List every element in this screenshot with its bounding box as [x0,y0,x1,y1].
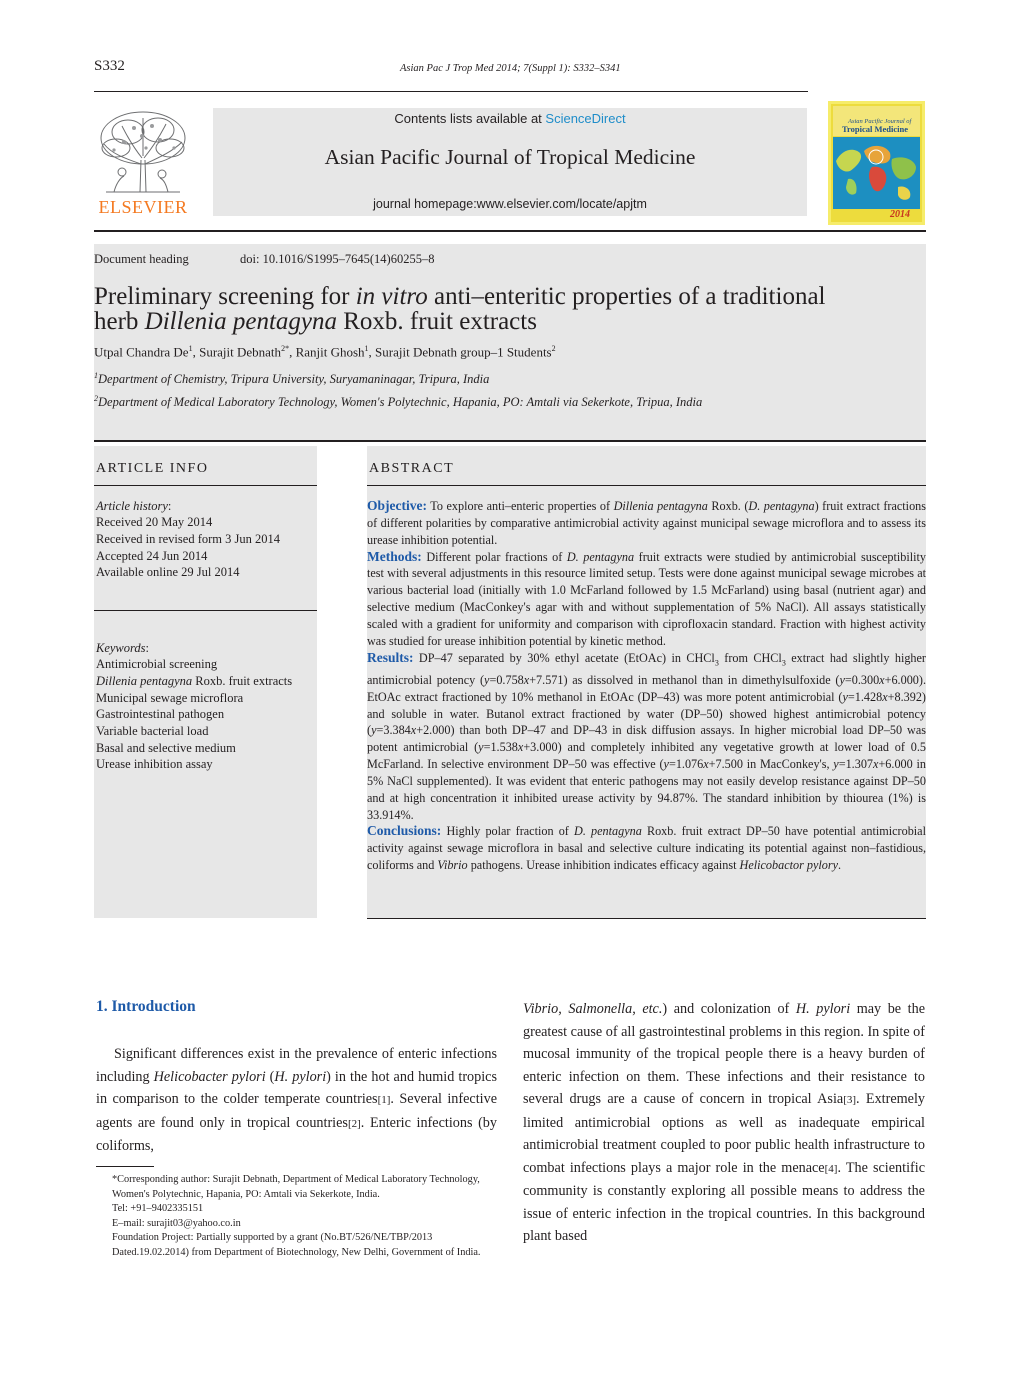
info-divider [94,485,317,486]
funding-note: Foundation Project: Partially supported by a grant (No.BT/526/NE/TBP/2013 Dated.19.02.2014) from Department of Biotechnology, New Delhi, Government of India. [112,1232,481,1258]
footnotes [96,1173,497,1261]
keyword-item: Municipal sewage microflora [96,691,244,705]
column-gutter [317,446,367,918]
keyword-item: Antimicrobial screening [96,657,218,671]
abstract-conclusions: Conclusions: Highly polar fraction of D. pentagyna Roxb. fruit extract DP–50 have potential antimicrobial activity against sewage microflora in basal and selective culture indicating its potential against non–fastidious, coliforms and Vibrio pathogens. Urease inhibition indicates efficacy against Helicobactor pylory. [367,823,926,873]
abstract-objective: Objective: To explore anti–enteric properties of Dillenia pentagyna Roxb. (D. pentagyna) fruit extract fractions of different polarities by comparative antimicrobial activity against municipal sewage microflora and to assess its urease inhibition potential. [367,498,927,547]
info-divider-2 [94,610,317,611]
keyword-item: Basal and selective medium [96,741,236,755]
article-title: Preliminary screening for in vitro anti–enteritic properties of a traditional herb Dillenia pentagyna Roxb. fruit extracts [94,283,826,335]
citation[interactable]: [3] [843,1094,857,1106]
header-divider [94,91,808,92]
abstract-body [367,498,926,874]
cover-year: 2014 [890,209,910,220]
corresponding-author-note: *Corresponding author: Surajit Debnath, Department of Medical Laboratory Technology, Women's Polytechnic, Hapania, PO: Amtali via Sekerkote, India. [112,1174,480,1200]
keyword-item: Variable bacterial load [96,724,209,738]
masthead-divider [94,230,926,232]
intro-column-2: Vibrio, Salmonella, etc.) and colonization of H. pylori may be the greatest cause of all gastrointestinal problems in this region. In spite of mucosal immunity of the tropical people there is a heavy burden of enteric infection on them. These infections and their resistance to several drugs are a cause of concern in tropical Asia[3]. Extremely limited antimicrobial options as well as inadequate empirical antimicrobial treatment coupled to poor public health infrastructure to combat infections plays a major role in the menace[4]. The scientific community is constantly exploring all possible means to address the issue of enteric infection in the tropical countries. In this background plant based [523,1001,926,1244]
page-number: S332 [94,58,125,74]
title-divider [94,440,926,442]
abstract-heading: ABSTRACT [369,461,455,476]
elsevier-tree-icon [94,108,192,196]
abstract-methods: Methods: Different polar fractions of D. pentagyna fruit extracts were studied by antimicrobial susceptibility test with several adjustments in this resource limited setup. Tests were done against municipal sewage microbes at various bacterial load (initially with 1.0 McFarland followed by 1.5 McFarland) using basal (nutrient agar) and selective medium (MacConkey's agar with and without supplementation of 5% NaCl). All assays statistically scaled with a gradient for uniformity and comparison with ciprofloxacin standard. Fraction with highest activity was studied for urease inhibition potential by kinetic method. [367,548,926,648]
history-revised: Received in revised form 3 Jun 2014 [96,532,280,546]
title-band [94,244,926,440]
keyword-item: Gastrointestinal pathogen [96,707,225,721]
affiliation-1: $^1$Department of Chemistry, Tripura University, Suryamaninagar, Tripura, India [94,371,490,387]
abstract-divider [367,485,926,486]
citation[interactable]: [4] [824,1162,838,1175]
abstract-bottom-divider [367,918,926,919]
article-info-heading: ARTICLE INFO [96,461,209,476]
affiliation-2: $^2$Department of Medical Laboratory Technology, Women's Polytechnic, Hapania, PO: Amtali via Sekerkote, Tripua, India [94,394,703,410]
contents-prefix: Contents lists available at [394,111,546,126]
author-list: Utpal Chandra De$^1$, Surajit Debnath$^{2*}$, Ranjit Ghosh$^1$, Surajit Debnath group–1 Students$^2$ [94,344,556,360]
telephone-note: Tel: +91–9402335151 [112,1203,204,1215]
journal-cover [828,101,925,225]
email-note[interactable]: E–mail: surajit03@yahoo.co.in [112,1217,241,1229]
running-head: Asian Pac J Trop Med 2014; 7(Suppl 1): S332–S341 [400,63,621,74]
history-received: Received 20 May 2014 [96,515,213,529]
cover-title-line1: Asian Pacific Journal of [848,118,912,125]
contents-line [213,111,807,126]
footnote-divider [96,1166,154,1167]
sciencedirect-link[interactable]: ScienceDirect [545,111,626,126]
citation[interactable]: [2] [347,1117,361,1130]
history-accepted: Accepted 24 Jun 2014 [96,549,208,563]
cover-title-line2: Tropical Medicine [842,124,909,134]
elsevier-wordmark: ELSEVIER [98,197,188,217]
abstract-results: Results: DP–47 separated by 30% ethyl acetate (EtOAc) in CHCl$_3$ from CHCl$_3$ extract had slightly higher antimicrobial potency (y=0.758x+7.571) as dissolved in methanol than in dimethylsulfoxide (y=0.300x+6.000). EtOAc extract fractioned by 10% methanol in EtOAc (DP–43) was more potent antimicrobial (y=1.428x+8.392) and soluble in water. Butanol extract fractioned by water (DP–50) showed highest antimicrobial potency (y=3.384x+2.000) than both DP–47 and DP–43 in disk diffusion assays. In higher microbial load DP–50 was potent antimicrobial (y=1.538x+3.000) and completely inhibited any vegetative growth at lower load of 0.5 McFarland. In selective environment DP–50 was effective (y=1.076x+7.500 in MacConkey's, y=1.307x+6.000 in 5% NaCl supplemented). It was evident that enteric pathogens may not easily develop resistance against DP–50 and at high concentration it inhibited urease activity by 94.87%. The standard inhibition by thiourea (1%) is 33.914%. [367,649,927,822]
document-heading: Document heading [94,252,189,266]
keyword-item: Urease inhibition assay [96,757,213,771]
doi: doi: 10.1016/S1995–7645(14)60255–8 [240,252,435,266]
keyword-item: Dillenia pentagyna Roxb. fruit extracts [96,674,293,688]
citation[interactable]: [1] [377,1094,391,1106]
introduction-heading: 1. Introduction [96,998,196,1015]
journal-title: Asian Pacific Journal of Tropical Medicine [324,145,696,169]
history-label: Article history: [96,499,172,513]
history-online: Available online 29 Jul 2014 [96,565,240,579]
journal-homepage-link[interactable]: journal homepage:www.elsevier.com/locate/apjtm [373,197,647,211]
intro-column-1: Significant differences exist in the prevalence of enteric infections including Helicobacter pylori (H. pylori) in the hot and humid tropics in comparison to the colder temperate countries[1]. Several infective agents are found only in tropical countries[2]. Enteric infections (by coliforms, [96,1046,497,1154]
keywords-label: Keywords: [96,641,150,655]
